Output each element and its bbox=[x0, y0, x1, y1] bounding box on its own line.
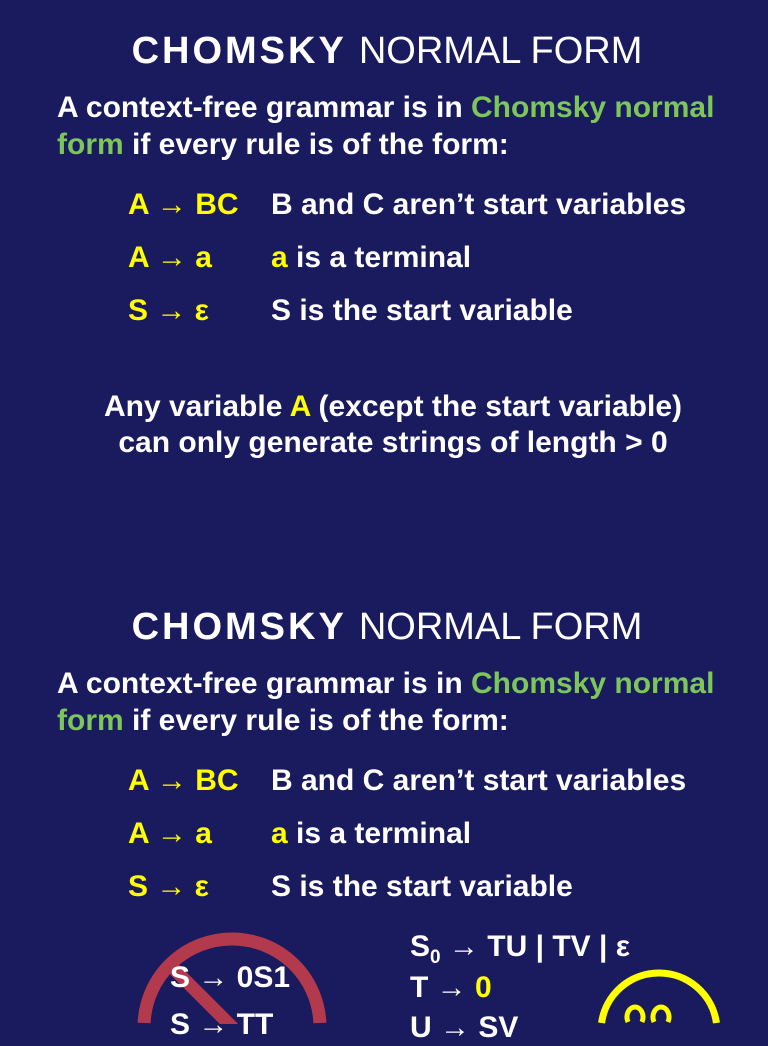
rule-production: A → BC bbox=[128, 764, 239, 797]
rule-note-highlight: a bbox=[271, 817, 288, 850]
rule-note bbox=[271, 187, 686, 223]
cnf-rule bbox=[410, 929, 630, 968]
rule-note bbox=[271, 816, 471, 852]
definition-text: if every rule is of the form: bbox=[123, 128, 509, 161]
title-bold-word: CHOMSKY bbox=[131, 30, 347, 72]
cnf-rule bbox=[410, 970, 492, 1006]
rule-row bbox=[0, 763, 768, 799]
rule-production: S → ε bbox=[128, 294, 209, 327]
rule-note-highlight: a bbox=[271, 241, 288, 274]
cnf-rule-terminal: 0 bbox=[475, 971, 492, 1004]
rule-production: A → a bbox=[128, 241, 212, 274]
cnf-rule-head: T → bbox=[410, 971, 475, 1004]
cnf-rule-head: S bbox=[410, 930, 431, 963]
rule-note bbox=[271, 240, 471, 276]
rule-note-text: B and C aren’t start variables bbox=[271, 188, 687, 221]
rule-production: S → ε bbox=[128, 870, 209, 903]
slide-title bbox=[6, 28, 768, 74]
cnf-rule-head: U → SV bbox=[410, 1011, 519, 1044]
slide-title bbox=[6, 604, 768, 650]
definition-text: A context-free grammar is in bbox=[57, 91, 472, 124]
smiley-face-icon bbox=[602, 973, 717, 1023]
smiley-right-eye bbox=[653, 1007, 669, 1022]
rule-row bbox=[0, 293, 768, 329]
definition-line-1 bbox=[57, 666, 714, 702]
rule-row bbox=[0, 816, 768, 852]
definition-term: form bbox=[57, 704, 124, 737]
crossed-out-rule: S → TT bbox=[170, 1008, 274, 1041]
rule-note-text: S is the start variable bbox=[271, 294, 573, 327]
definition-term: Chomsky normal bbox=[471, 91, 715, 124]
remark-line-1 bbox=[18, 389, 768, 425]
definition-text: if every rule is of the form: bbox=[123, 704, 509, 737]
definition-line-2 bbox=[57, 127, 509, 163]
cnf-rule-subscript: 0 bbox=[430, 947, 441, 968]
cnf-rule-body: → TU | TV | ε bbox=[440, 930, 630, 963]
definition-line-1 bbox=[57, 90, 714, 126]
rule-note-text: B and C aren’t start variables bbox=[271, 764, 687, 797]
definition-line-2 bbox=[57, 703, 509, 739]
remark-text: Any variable bbox=[103, 390, 290, 423]
rule-note-text: is a terminal bbox=[287, 241, 472, 274]
rule-note-text: is a terminal bbox=[287, 817, 472, 850]
definition-term: Chomsky normal bbox=[471, 667, 715, 700]
smiley-outline bbox=[602, 973, 717, 1023]
title-bold-word: CHOMSKY bbox=[131, 606, 347, 648]
remark-variable: A bbox=[289, 390, 311, 423]
smiley-left-eye bbox=[627, 1007, 643, 1022]
definition-text: A context-free grammar is in bbox=[57, 667, 472, 700]
rule-production: A → BC bbox=[128, 188, 239, 221]
definition-term: form bbox=[57, 128, 124, 161]
title-regular-words: NORMAL FORM bbox=[358, 30, 643, 72]
rule-note-text: S is the start variable bbox=[271, 870, 573, 903]
rule-row bbox=[0, 869, 768, 905]
rule-row bbox=[0, 240, 768, 276]
cnf-rule bbox=[410, 1010, 519, 1044]
slide-2 bbox=[0, 576, 768, 1044]
remark-line-2: can only generate strings of length > 0 bbox=[118, 426, 668, 459]
rule-note bbox=[271, 869, 573, 905]
rule-row bbox=[0, 187, 768, 223]
rule-note bbox=[271, 293, 573, 329]
rule-note bbox=[271, 763, 686, 799]
crossed-out-rule: S → 0S1 bbox=[170, 961, 291, 994]
rule-production: A → a bbox=[128, 817, 212, 850]
title-regular-words: NORMAL FORM bbox=[358, 606, 643, 648]
remark-text: (except the start variable) bbox=[310, 390, 682, 423]
